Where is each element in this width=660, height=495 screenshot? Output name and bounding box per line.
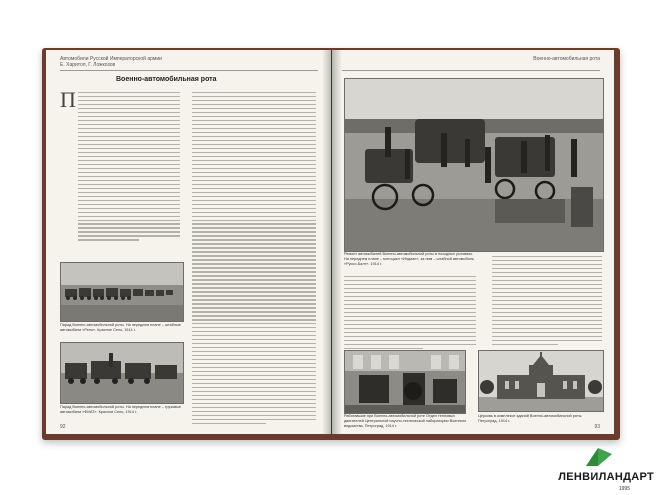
left-page xyxy=(46,50,331,434)
photo-parade-cars xyxy=(60,262,184,322)
caption-parade-trucks: Парад Военно-автомобильной роты. На переднем плане – грузовые автомобили «ФИАТ». Красное Село, 1914 г. xyxy=(60,405,181,414)
left-column-text xyxy=(344,276,476,352)
left-header-rule xyxy=(60,70,318,71)
photo-field-repair xyxy=(344,78,604,252)
left-page-number: 92 xyxy=(60,424,66,430)
left-running-head-line2: Е. Харитоп, Г. Ложкозов xyxy=(60,62,116,68)
photo-parade-trucks-image xyxy=(61,343,183,403)
right-header-rule xyxy=(342,70,600,71)
photo-engine-lab-image xyxy=(345,351,465,413)
open-book xyxy=(42,48,620,440)
left-running-head-line1: Автомобили Русской Императорской армии xyxy=(60,56,162,62)
photo-church-image xyxy=(479,351,603,411)
watermark-year: 1995 xyxy=(618,486,630,492)
photo-parade-cars-image xyxy=(61,263,183,321)
caption-engine-lab: Работавшие при Военно-автомобильной роте Отдел тепловых двигателей Центральной научно-технической лаборатории Военного ведомства. Петроград, 1914 г. xyxy=(344,414,467,428)
book-gutter xyxy=(322,50,342,434)
caption-parade-cars: Парад Военно-автомобильной роты. На переднем плане – штабные автомобили «Рено». Красное Село, 1914 г. xyxy=(60,323,181,332)
chapter-title: Военно-автомобильная рота xyxy=(116,76,217,83)
right-running-head: Военно-автомобильная рота xyxy=(533,56,600,62)
watermark-text: ЛЕНВИЛАНДАРТ xyxy=(558,471,654,483)
caption-field-repair: Ремонт автомобилей Военно-автомобильной роты в походных условиях. На переднем плане – мотоцикл «Индиан», за ним – штабной автомобиль «Руссо-Балт». 1914 г. xyxy=(344,252,474,266)
book-logo-icon xyxy=(584,446,614,473)
photo-parade-trucks xyxy=(60,342,184,404)
right-page-number: 93 xyxy=(594,424,600,430)
left-running-head xyxy=(60,56,162,68)
caption-church: Церковь в комплексе зданий Военно-автомобильной роты. Петроград, 1914 г. xyxy=(478,414,583,423)
right-page xyxy=(332,50,614,434)
left-column-1-text xyxy=(78,92,180,243)
right-column-text xyxy=(492,256,602,348)
photo-field-repair-image xyxy=(345,79,603,251)
photo-church xyxy=(478,350,604,412)
photo-engine-lab xyxy=(344,350,466,414)
drop-cap: П xyxy=(60,87,76,112)
left-column-2-text xyxy=(192,92,316,427)
